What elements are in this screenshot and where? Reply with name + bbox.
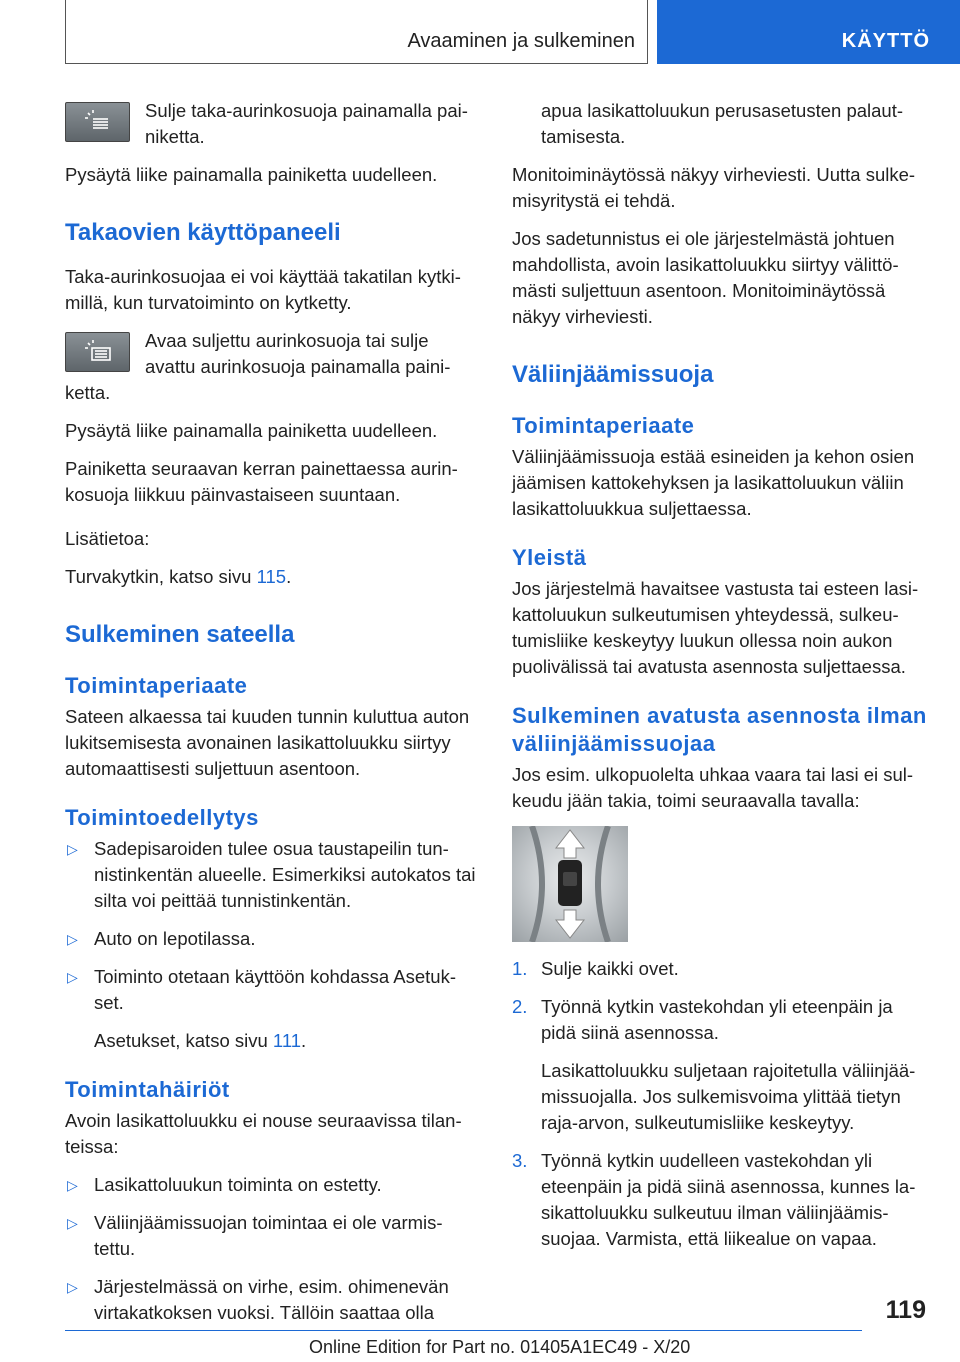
heading-faults: Toimintahäiriöt [65,1077,230,1102]
list-item [65,1210,480,1262]
heading-conditions: Toimintoedellytys [65,805,259,830]
paragraph: Avoin lasikattoluukku ei nouse seuraavissa tilan-teissa: [65,1110,462,1157]
bullet-triangle-icon: ▷ [67,931,78,947]
list-item-text: Lasikattoluukun toiminta on estetty. [94,1174,382,1195]
step-text: Työnnä kytkin uudelleen vastekohdan yli eteenpäin ja pidä siinä asennossa, kunnes la-sikattoluukku sulkeutuu ilman väliinjäämis-suojaa. Varmista, että liikealue on vapaa. [541,1150,916,1249]
more-info-label: Lisätietoa: [65,528,150,549]
step-text: Sulje kaikki ovet. [541,958,679,979]
page-number: 119 [885,1296,926,1324]
heading-pinch-protection: Väliinjäämissuoja [512,361,714,388]
heading-rear-panel: Takaovien käyttöpaneeli [65,219,341,246]
step-text: Työnnä kytkin vastekohdan yli eteenpäin ja pidä siinä asennossa. [541,996,893,1043]
paragraph: Pysäytä liike painamalla painiketta uudelleen. [65,420,438,441]
bullet-triangle-icon: ▷ [67,841,78,857]
list-item-text: Toiminto otetaan käyttöön kohdassa Asetuk-set. [94,966,456,1013]
list-item [65,836,480,914]
list-item [65,1172,480,1198]
reference-text: Turvakytkin, katso sivu [65,566,257,587]
left-column [65,98,480,1338]
paragraph: Väliinjäämissuoja estää esineiden ja kehon osien jäämisen kattokehyksen ja lasikattoluukun väliin lasikattoluukkua suljettaessa. [512,446,915,519]
header-chapter-title: KÄYTTÖ [841,30,930,52]
list-item [65,964,480,1016]
list-item [65,926,480,952]
right-column [512,98,927,1264]
paragraph: Avaa suljettu aurinkosuoja tai sulje avattu aurinkosuoja painamalla paini-ketta. [65,330,451,403]
cross-reference [65,564,480,590]
paragraph: Pysäytä liike painamalla painiketta uudelleen. [65,164,438,185]
step-item [512,956,927,982]
step-number: 2. [512,996,528,1017]
bullet-triangle-icon: ▷ [67,1177,78,1193]
sunshade-panel-button-icon [65,332,130,372]
sunshade-button-icon [65,102,130,142]
paragraph: Sateen alkaessa tai kuuden tunnin kuluttua auton lukitsemisesta avonainen lasikattoluukku siirtyy automaattisesti suljettuun asentoon. [65,706,470,779]
step-note: Lasikattoluukku suljetaan rajoitetulla väliinjää-missuojalla. Jos sulkemisvoima ylittää tietyn raja-arvon, sulkeutumisliike keskeytyy. [541,1060,916,1133]
footer-edition: Online Edition for Part no. 01405A1EC49 - X/20 [309,1337,691,1357]
list-item-text: Auto on lepotilassa. [94,928,256,949]
footer-divider [65,1330,862,1331]
button-instruction-rear [65,98,480,162]
page-link-111[interactable]: 111 [272,1030,302,1051]
list-item-text: Sadepisaroiden tulee osua taustapeilin tun-nistinkentän alueelle. Esimerkiksi autokatos tai silta voi peittää tunnistinkentän. [94,838,476,911]
heading-general: Yleistä [512,545,587,570]
list-item [65,1274,480,1326]
bullet-triangle-icon: ▷ [67,1279,78,1295]
list-item-text: Järjestelmässä on virhe, esim. ohimenevän virtakatkoksen vuoksi. Tällöin saattaa olla [94,1276,449,1323]
heading-principle: Toimintaperiaate [512,413,695,438]
paragraph: Jos järjestelmä havaitsee vastusta tai esteen lasi-kattoluukun sulkeutumisen yhteydessä, sulkeu-tumisliike keskeytyy luukun ollessa noin aukon puolivälissä tai avatusta asennosta suljettaessa. [512,578,919,677]
step-item [512,1148,927,1252]
step-number: 1. [512,958,528,979]
step-item [512,994,927,1046]
header-section-box [65,0,648,64]
reference-end: . [286,566,292,587]
reference-text: Asetukset, katso sivu [94,1030,273,1051]
header-chapter-box [657,0,960,64]
paragraph: apua lasikattoluukun perusasetusten palaut-tamisesta. [541,100,904,147]
heading-principle: Toimintaperiaate [65,673,248,698]
paragraph: Painiketta seuraavan kerran painettaessa aurin-kosuoja liikkuu päinvastaiseen suuntaan. [65,458,458,505]
paragraph: Sulje taka-aurinkosuoja painamalla pai-niketta. [145,100,468,147]
paragraph: Taka-aurinkosuojaa ei voi käyttää takatilan kytki-millä, kun turvatoiminto on kytketty. [65,266,461,313]
page-link-115[interactable]: 115 [256,566,287,587]
paragraph: Jos esim. ulkopuolelta uhkaa vaara tai lasi ei sul-keudu jään takia, toimi seuraavalla tavalla: [512,764,914,811]
button-instruction-panel [65,328,480,418]
bullet-triangle-icon: ▷ [67,1215,78,1231]
bullet-triangle-icon: ▷ [67,969,78,985]
heading-close-without-protection: Sulkeminen avatusta asennosta ilman väliinjäämissuojaa [512,703,927,756]
heading-rain-closing: Sulkeminen sateella [65,621,295,648]
roof-switch-image [512,826,628,942]
paragraph: Monitoiminäytössä näkyy virheviesti. Uutta sulke-misyritystä ei tehdä. [512,164,916,211]
paragraph: Jos sadetunnistus ei ole järjestelmästä johtuen mahdollista, avoin lasikattoluukku siirtyy välittö-mästi suljettuun asentoon. Monitoiminäytössä näkyy virheviesti. [512,228,899,327]
reference-end: . [301,1030,307,1051]
cross-reference [65,1028,480,1054]
step-number: 3. [512,1150,528,1171]
list-item-text: Väliinjäämissuojan toimintaa ei ole varmis-tettu. [94,1212,443,1259]
header-section-title: Avaaminen ja sulkeminen [407,30,635,52]
